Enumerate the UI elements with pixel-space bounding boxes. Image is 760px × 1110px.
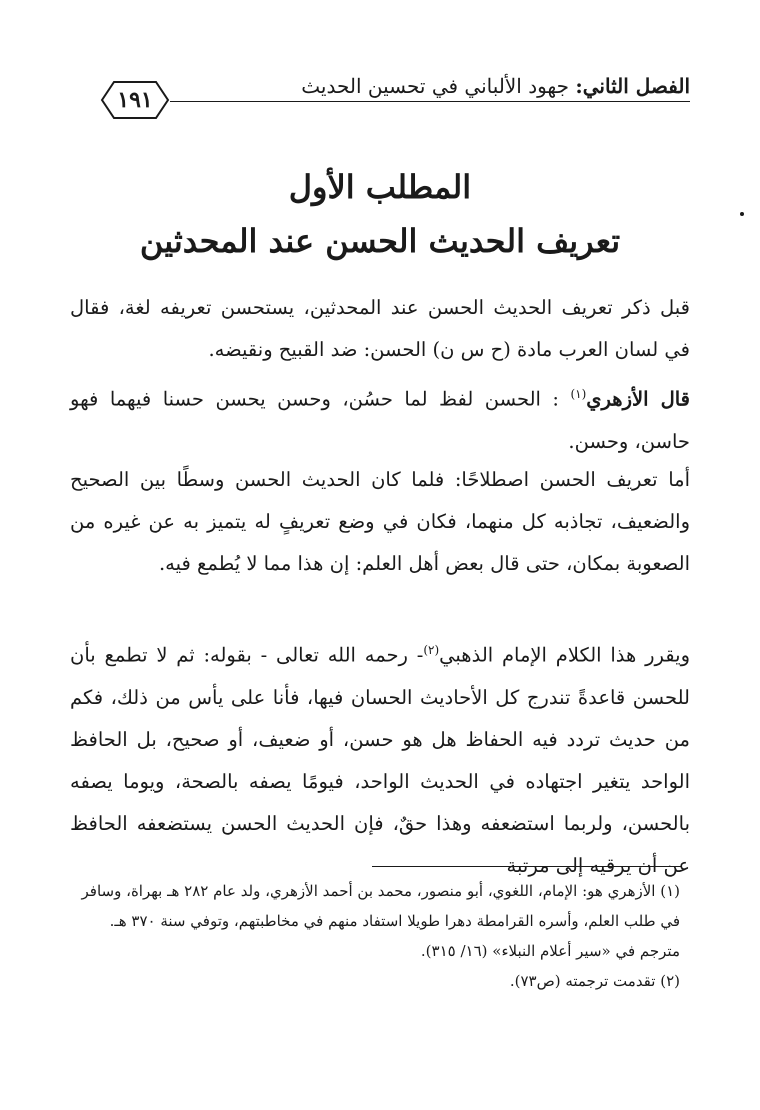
section-heading: المطلب الأول: [288, 168, 472, 206]
footnote-1: (١) الأزهري هو: الإمام، اللغوي، أبو منصور، محمد بن أحمد الأزهري، ولد عام ٢٨٢ هـ بهراة، وسافر في طلب العلم، وأسره القرامطة دهرا طويلا استفاد منهم في مخاطبتهم، وتوفي سنة ٣٧٠ هـ. مترجم في «سير أعلام النبلاء» (١٦/ ٣١٥).: [81, 882, 680, 960]
running-header: [170, 70, 690, 102]
page-number: ١٩١: [117, 87, 153, 113]
footnote-rule: [372, 866, 682, 867]
chapter-title: جهود الألباني في تحسين الحديث: [301, 74, 576, 98]
footnote-ref-1: (١): [570, 387, 587, 401]
footnote-2: (٢) تقدمت ترجمته (ص٧٣).: [509, 972, 680, 990]
paragraph-4: [70, 629, 690, 887]
paragraph-1: قبل ذكر تعريف الحديث الحسن عند المحدثين، يستحسن تعريفه لغة، فقال في لسان العرب مادة (ح س ن) الحسن: ضد القبيح ونقيضه.: [70, 296, 690, 361]
section-subheading: تعريف الحديث الحسن عند المحدثين: [139, 222, 621, 260]
chapter-label: الفصل الثاني:: [575, 74, 690, 98]
paragraph-4-start: ويقرر هذا الكلام الإمام الذهبي: [439, 643, 690, 667]
margin-dot: [740, 212, 744, 216]
page-number-badge: [100, 80, 170, 120]
paragraph-2-lead: قال الأزهري: [586, 387, 691, 411]
paragraph-4-text: - رحمه الله تعالى - بقوله: ثم لا تطمع بأن للحسن قاعدةً تندرج كل الأحاديث الحسان فيها، فأنا على يأس من ذلك، فكم من حديث تردد فيه الحفاظ هل هو حسن، أو ضعيف، أو صحيح، بل الحافظ الواحد يتغير اجتهاده في الحديث الواحد، فيومًا يصفه بالصحة، ويوما يصفه بالحسن، ولربما استضعفه وهذا حقٌ، فإن الحديث الحسن يستضعفه الحافظ عن أن يرقيه إلى مرتبة: [70, 643, 690, 877]
paragraph-3: أما تعريف الحسن اصطلاحًا: فلما كان الحديث الحسن وسطًا بين الصحيح والضعيف، تجاذبه كل منهما، فكان في وضع تعريفٍ له يتميز به عن غيره من الصعوبة بمكان، حتى قال بعض أهل العلم: إن هذا مما لا يُطمع فيه.: [70, 468, 690, 575]
paragraph-2: [70, 373, 690, 463]
header-rule: [170, 101, 690, 102]
paragraph-2-text: : الحسن لفظ لما حسُن، وحسن يحسن حسنا فيهما فهو حاسن، وحسن.: [70, 387, 690, 453]
footnote-ref-2: (٢): [423, 643, 440, 657]
